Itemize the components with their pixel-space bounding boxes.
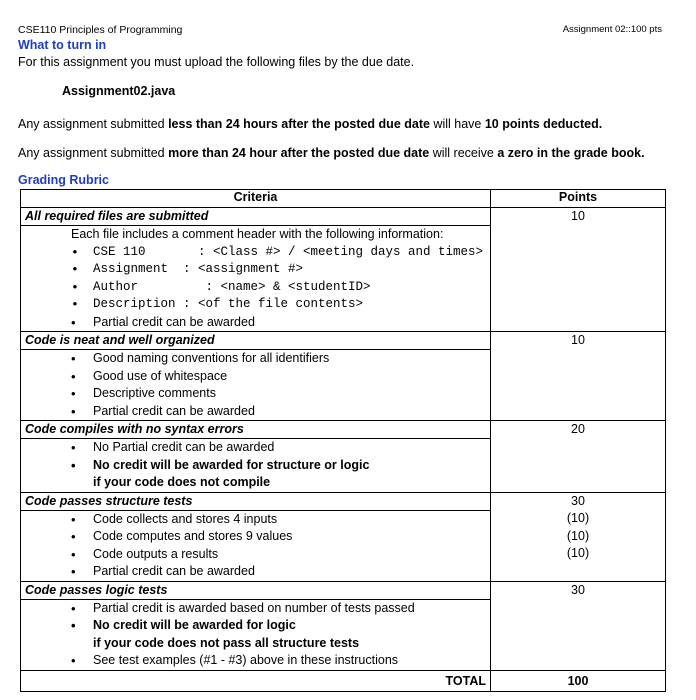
list-item: • No credit will be awarded for logic (25, 617, 486, 635)
total-row (21, 670, 666, 691)
grading-rubric-heading: Grading Rubric (18, 173, 109, 187)
list-item: • CSE 110 : <Class #> / <meeting days and times> (25, 244, 486, 262)
total-value: 100 (491, 670, 666, 691)
total-label: TOTAL (21, 670, 491, 691)
table-row (21, 208, 666, 226)
list-item: • Descriptive comments (25, 385, 486, 403)
category-title: Code passes logic tests (21, 581, 491, 599)
list-item: • Good naming conventions for all identifiers (25, 350, 486, 368)
table-row (21, 581, 666, 599)
category-title: All required files are submitted (21, 208, 491, 226)
criteria-body (21, 510, 491, 581)
points-header: Points (491, 190, 666, 208)
list-item: • Code computes and stores 9 values (25, 528, 486, 546)
points-cell: 10 (491, 208, 666, 332)
list-item: • Good use of whitespace (25, 368, 486, 386)
late-rule-2: Any assignment submitted more than 24 hour after the posted due date will receive a zero in the grade book. (18, 146, 645, 160)
points-cell: 30 (10) (10) (10) (491, 492, 666, 581)
criteria-body (21, 350, 491, 421)
table-row (21, 492, 666, 510)
intro-text: For this assignment you must upload the following files by the due date. (18, 55, 415, 69)
list-item: • See test examples (#1 - #3) above in these instructions (25, 652, 486, 670)
assignment-points: Assignment 02::100 pts (562, 24, 662, 35)
criteria-body: Each file includes a comment header with the following information: • CSE 110 : <Class #> / <meeting days and times> • Assignment : <assignment #> • Author : <name> & <studentID> • Description : <of the file contents> • Partial credit can be awarded (21, 226, 491, 332)
table-header-row (21, 190, 666, 208)
list-item: • No Partial credit can be awarded (25, 439, 486, 457)
rubric-table (20, 189, 666, 692)
list-item: • Partial credit can be awarded (25, 314, 486, 332)
list-item: • Partial credit can be awarded (25, 403, 486, 421)
category-title: Code passes structure tests (21, 492, 491, 510)
table-row (21, 421, 666, 439)
list-item: • Partial credit can be awarded (25, 563, 486, 581)
criteria-body: • No Partial credit can be awarded • No credit will be awarded for structure or logic if your code does not compile (21, 439, 491, 493)
list-item: • Description : <of the file contents> (25, 296, 486, 314)
late-rule-1: Any assignment submitted less than 24 hours after the posted due date will have 10 points deducted. (18, 117, 603, 131)
table-row (21, 332, 666, 350)
criteria-body: • Partial credit is awarded based on number of tests passed • No credit will be awarded for logic if your code does not pass all structure tests • See test examples (#1 - #3) above in these instructions (21, 599, 491, 670)
criteria-header: Criteria (21, 190, 491, 208)
list-item: • Author : <name> & <studentID> (25, 279, 486, 297)
list-item: • Assignment : <assignment #> (25, 261, 486, 279)
list-item: • Code outputs a results (25, 546, 486, 564)
category-title: Code compiles with no syntax errors (21, 421, 491, 439)
points-cell: 30 (491, 581, 666, 670)
points-cell: 10 (491, 332, 666, 421)
list-item: • No credit will be awarded for structure or logic (25, 457, 486, 475)
what-to-turn-in-heading: What to turn in (18, 38, 107, 52)
course-title: CSE110 Principles of Programming (18, 24, 183, 36)
list-item: • Code collects and stores 4 inputs (25, 511, 486, 529)
list-item: • Partial credit is awarded based on number of tests passed (25, 600, 486, 618)
points-cell: 20 (491, 421, 666, 493)
category-title: Code is neat and well organized (21, 332, 491, 350)
required-file: Assignment02.java (62, 84, 176, 98)
